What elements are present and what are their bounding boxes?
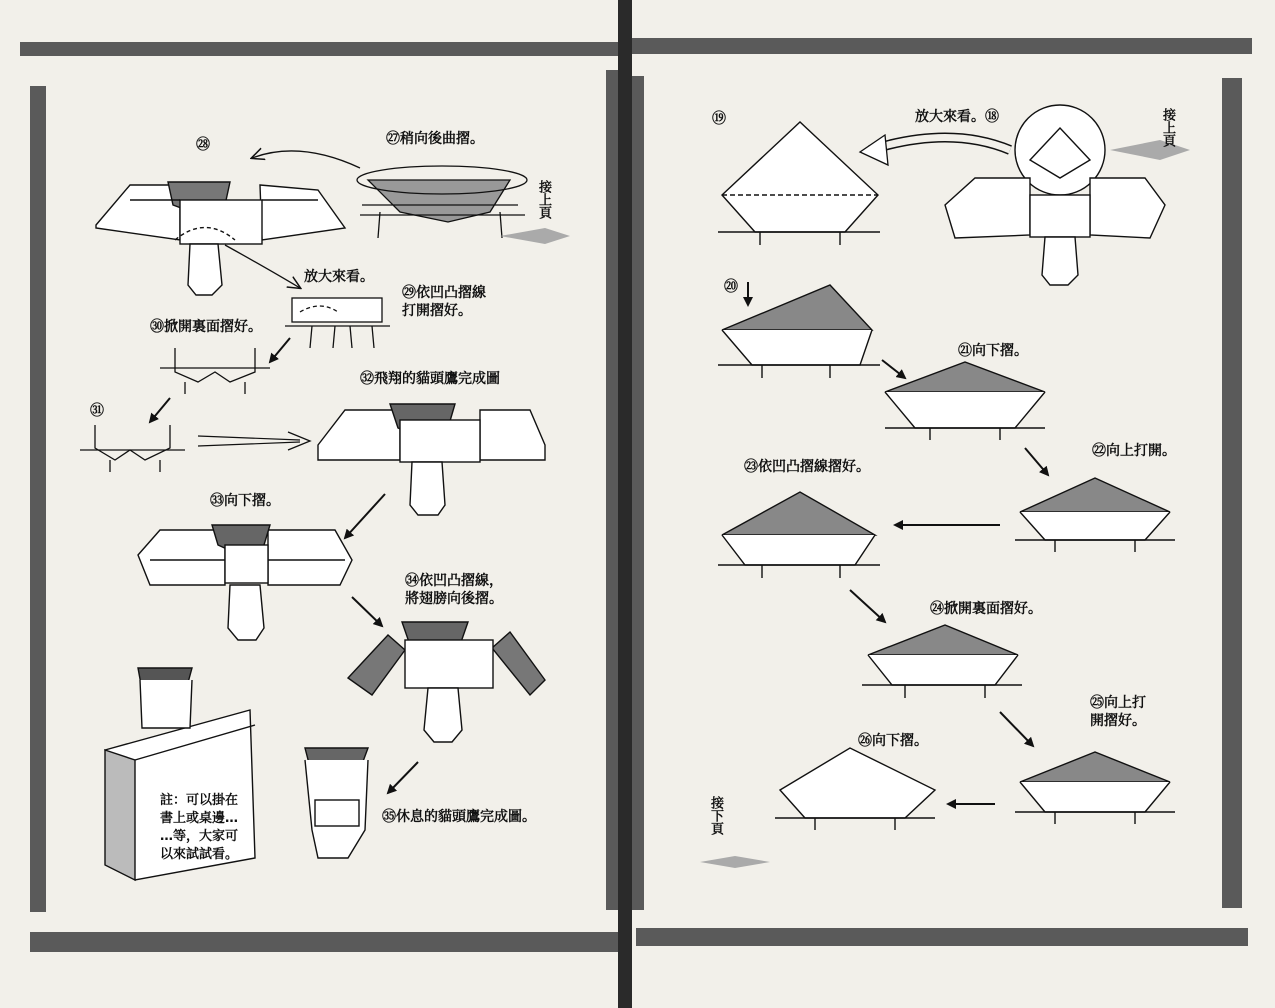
step-22-label: ㉒向上打開。 xyxy=(1092,443,1176,459)
step-34-label: ㉞依凹凸摺線， 將翅膀向後摺。 xyxy=(405,573,503,607)
step-25-label: ㉕向上打 開摺好。 xyxy=(1090,695,1146,729)
step-19-label: ⑲ xyxy=(712,111,726,127)
step-24-label: ㉔掀開裏面摺好。 xyxy=(930,601,1042,617)
step-21-label: ㉑向下摺。 xyxy=(958,343,1028,359)
step-27-label: ㉗稍向後曲摺。 xyxy=(386,131,484,147)
step-20-label: ⑳ xyxy=(724,279,738,295)
step-23-label: ㉓依凹凸摺線摺好。 xyxy=(744,459,870,475)
step-26-label: ㉖向下摺。 xyxy=(858,733,928,749)
step-32-label: ㉜飛翔的貓頭鷹完成圖 xyxy=(360,371,500,387)
owl-step-35 xyxy=(305,748,368,858)
step-31-label: ㉛ xyxy=(90,403,104,419)
step-33-label: ㉝向下摺。 xyxy=(210,493,280,509)
step-18-label: 放大來看。⑱ xyxy=(915,109,999,125)
enlarge-label-left: 放大來看。 xyxy=(304,269,374,285)
continue-from-label-left: 接上頁 xyxy=(536,180,551,219)
step-28-label: ㉘ xyxy=(196,137,210,153)
step-35-label: ㉟休息的貓頭鷹完成圖。 xyxy=(382,809,536,825)
book-spine xyxy=(618,0,632,1008)
hanging-note: 註：可以掛在 書上或桌邊… …等，大家可 以來試試看。 xyxy=(160,793,239,862)
step-29-label: ㉙依凹凸摺線 打開摺好。 xyxy=(402,285,486,319)
continue-from-label-right: 接上頁 xyxy=(1160,108,1175,147)
step-30-label: ㉚掀開裏面摺好。 xyxy=(150,319,262,335)
continue-to-label: 接下頁 xyxy=(708,796,723,835)
